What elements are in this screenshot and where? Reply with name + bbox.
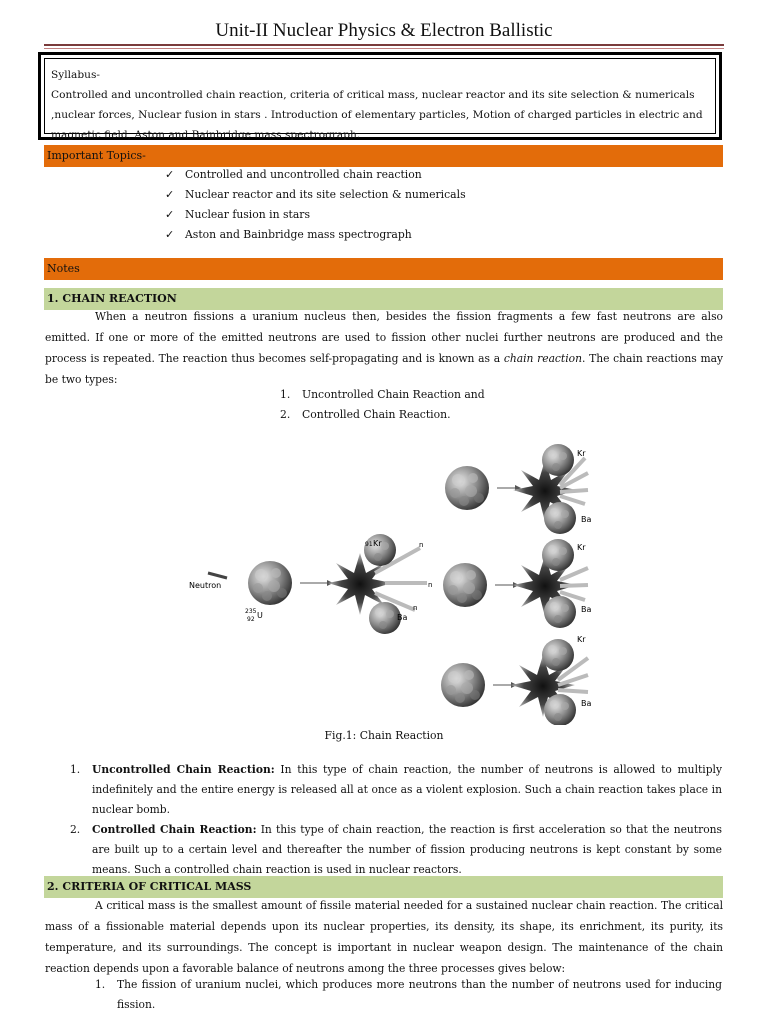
- svg-text:Ba: Ba: [581, 515, 592, 524]
- list-item: 2. Controlled Chain Reaction: In this type of chain reaction, the reaction is first acceleration so that the neutrons are built up to a certain level and thereafter the number of fission producing neutrons is kept constant by some means. Such a controlled chain reaction is used in nuclear reactors.: [70, 823, 722, 876]
- svg-text:n: n: [413, 604, 418, 612]
- critical-mass-paragraph: A critical mass is the smallest amount of fissile material needed for a sustained nuclear chain reaction. The critical mass of a fissionable material depends upon its nuclear properties, its density, its shape, its enrichment, its purity, its temperature, and its surroundings. The concept is important in nuclear weapon design. The maintenance of the chain reaction depends upon a favorable balance of neutrons among the three processes gives below:: [45, 899, 723, 975]
- title-rule-thin: [44, 48, 724, 49]
- figure-caption: Fig.1: Chain Reaction: [324, 729, 444, 742]
- svg-text:Ba: Ba: [581, 699, 592, 708]
- neutron-label: Neutron: [189, 581, 222, 590]
- list-item: 2. Controlled Chain Reaction.: [280, 408, 451, 421]
- svg-text:n: n: [419, 541, 424, 549]
- important-topics-bar: Important Topics-: [44, 145, 723, 167]
- syllabus-heading: Syllabus-: [51, 69, 100, 81]
- svg-text:91: 91: [365, 541, 373, 548]
- section-heading-critical-mass: 2. CRITERIA OF CRITICAL MASS: [44, 876, 723, 898]
- second-fission-bottom: [441, 635, 591, 725]
- page-title: Unit-II Nuclear Physics & Electron Ballistic: [215, 20, 553, 41]
- check-icon: ✓: [165, 208, 175, 221]
- syllabus-box: [38, 52, 722, 140]
- second-fission-top: [445, 444, 591, 534]
- syllabus-text: Controlled and uncontrolled chain reaction, criteria of critical mass, nuclear reactor and its site selection & numericals ,nuclear forces, Nuclear fusion in stars . Introduction of elementary particles, Motion of charged particles in electric and magnetic field, Aston and Bainbridge mass spectrograph.: [51, 89, 703, 141]
- second-fission-middle: [443, 539, 591, 628]
- title-rule: [44, 44, 724, 46]
- section-heading-chain-reaction: 1. CHAIN REACTION: [44, 288, 723, 310]
- chain-reaction-paragraph: When a neutron fissions a uranium nucleus then, besides the fission fragments a few fast neutrons are also emitted. If one or more of the emitted neutrons are used to fission other nuclei further neutrons are produced and the process is repeated. The reaction thus becomes self-propagating and is known as a chain reaction. The chain reactions may be two types:: [45, 310, 724, 386]
- svg-text:92: 92: [247, 616, 255, 623]
- important-topics-list: [165, 165, 466, 245]
- svg-text:Kr: Kr: [577, 449, 586, 458]
- svg-text:n: n: [428, 581, 433, 589]
- check-icon: ✓: [165, 188, 175, 201]
- notes-bar: Notes: [44, 258, 723, 280]
- list-item: 1. The fission of uranium nuclei, which produces more neutrons than the number of neutrons used for inducing fission.: [95, 978, 722, 1011]
- svg-text:235: 235: [245, 608, 257, 615]
- chain-types-description: [70, 760, 722, 880]
- topic-item: ✓ Aston and Bainbridge mass spectrograph: [165, 225, 466, 245]
- svg-text:Ba: Ba: [397, 613, 408, 622]
- critical-mass-list: [95, 975, 722, 1015]
- topic-item: ✓ Nuclear fusion in stars: [165, 205, 466, 225]
- chain-types-list: [280, 385, 485, 425]
- svg-text:Kr: Kr: [373, 539, 382, 548]
- svg-text:U: U: [257, 611, 263, 620]
- first-fission: [189, 534, 432, 634]
- check-icon: ✓: [165, 168, 175, 181]
- list-item: 1. Uncontrolled Chain Reaction: In this type of chain reaction, the number of neutrons is allowed to multiply indefinitely and the entire energy is released all at once as a violent explosion. Such a chain reaction takes place in nuclear bomb.: [70, 763, 722, 816]
- topic-item: ✓ Nuclear reactor and its site selection & numericals: [165, 185, 466, 205]
- check-icon: ✓: [165, 228, 175, 241]
- svg-text:Kr: Kr: [577, 543, 586, 552]
- list-item: 1. Uncontrolled Chain Reaction and: [280, 388, 485, 401]
- topic-item: ✓ Controlled and uncontrolled chain reaction: [165, 165, 466, 185]
- svg-text:Kr: Kr: [577, 635, 586, 644]
- svg-text:Ba: Ba: [581, 605, 592, 614]
- chain-reaction-figure: [175, 440, 615, 725]
